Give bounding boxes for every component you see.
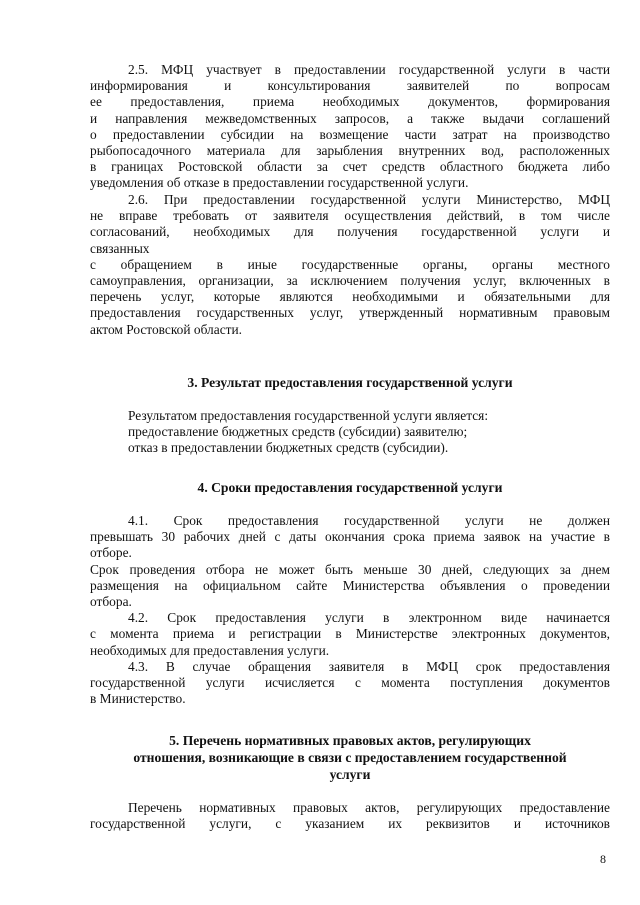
text-line: 2.6. При предоставлении государственной услуги Министерство, МФЦ bbox=[128, 192, 610, 207]
section-4-body bbox=[90, 513, 610, 707]
section-5-heading-line: 5. Перечень нормативных правовых актов, регулирующих bbox=[169, 733, 531, 748]
text-line: отказ в предоставлении бюджетных средств (субсидии). bbox=[128, 440, 449, 456]
text-line: Перечень нормативных правовых актов, регулирующих предоставление bbox=[128, 800, 610, 815]
text-line: превышать 30 рабочих дней с даты окончания срока приема заявок на участие в bbox=[90, 529, 610, 545]
text-line: предоставление бюджетных средств (субсидии) заявителю; bbox=[128, 424, 468, 440]
section-3-heading: 3. Результат предоставления государственной услуги bbox=[187, 375, 513, 390]
text-line: самоуправления, организации, за исключением получения услуг, включенных в bbox=[90, 273, 610, 289]
section-5 bbox=[90, 732, 610, 783]
section-3 bbox=[90, 374, 610, 391]
text-line: актом Ростовской области. bbox=[90, 321, 242, 337]
text-line: 2.5. МФЦ участвует в предоставлении государственной услуги в части bbox=[128, 62, 610, 77]
text-line: 4.1. Срок предоставления государственной услуги не должен bbox=[128, 513, 610, 528]
section-5-heading-line: отношения, возникающие в связи с предоставлением государственной bbox=[133, 750, 567, 765]
text-line: в Министерство. bbox=[90, 691, 186, 707]
text-line: государственной услуги, с указанием их реквизитов и источников bbox=[90, 816, 610, 832]
section-4 bbox=[90, 479, 610, 496]
text-line: с момента приема и регистрации в Министерстве электронных документов, bbox=[90, 626, 610, 642]
paragraph-2-6 bbox=[90, 192, 610, 338]
text-line: Срок проведения отбора не может быть меньше 30 дней, следующих за днем bbox=[90, 561, 610, 577]
text-line: предоставления государственных услуг, утвержденный нормативным правовым bbox=[90, 305, 610, 321]
section-5-heading-line: услуги bbox=[329, 767, 371, 782]
text-line: не вправе требовать от заявителя осуществления действий, в том числе bbox=[90, 208, 610, 224]
text-line: 4.2. Срок предоставления услуги в электронном виде начинается bbox=[128, 610, 610, 626]
text-line: информирования и консультирования заявителей по вопросам bbox=[90, 78, 610, 94]
text-line: связанных bbox=[90, 240, 150, 256]
text-line: необходимых для предоставления услуги. bbox=[90, 642, 330, 658]
text-line: уведомления об отказе в предоставлении государственной услуги. bbox=[90, 175, 469, 191]
text-line: отборе. bbox=[90, 545, 132, 561]
section-4-heading: 4. Сроки предоставления государственной услуги bbox=[197, 480, 503, 495]
text-line: размещения на официальном сайте Министерства объявления о проведении bbox=[90, 577, 610, 593]
page-number: 8 bbox=[600, 852, 606, 866]
text-line: перечень услуг, которые являются необходимыми и обязательными для bbox=[90, 289, 610, 305]
text-line: согласований, необходимых для получения государственной услуги и bbox=[90, 224, 610, 240]
text-line: отбора. bbox=[90, 594, 132, 610]
text-line: ее предоставления, приема необходимых документов, формирования bbox=[90, 94, 610, 110]
text-line: 4.3. В случае обращения заявителя в МФЦ срок предоставления bbox=[128, 658, 610, 674]
section-3-body bbox=[128, 408, 610, 457]
text-line: Результатом предоставления государственной услуги является: bbox=[128, 408, 489, 423]
paragraph-2-5 bbox=[90, 62, 610, 192]
text-line: о предоставлении субсидии на возмещение части затрат на производство bbox=[90, 126, 610, 142]
text-line: и направления межведомственных запросов, а также выдачи соглашений bbox=[90, 110, 610, 126]
text-line: рыбопосадочного материала для зарыбления внутренних вод, расположенных bbox=[90, 143, 610, 159]
text-line: государственной услуги исчисляется с момента поступления документов bbox=[90, 675, 610, 691]
text-line: в границах Ростовской области за счет средств областного бюджета либо bbox=[90, 159, 610, 175]
section-5-body bbox=[90, 800, 610, 832]
text-line: с обращением в иные государственные органы, органы местного bbox=[90, 256, 610, 272]
